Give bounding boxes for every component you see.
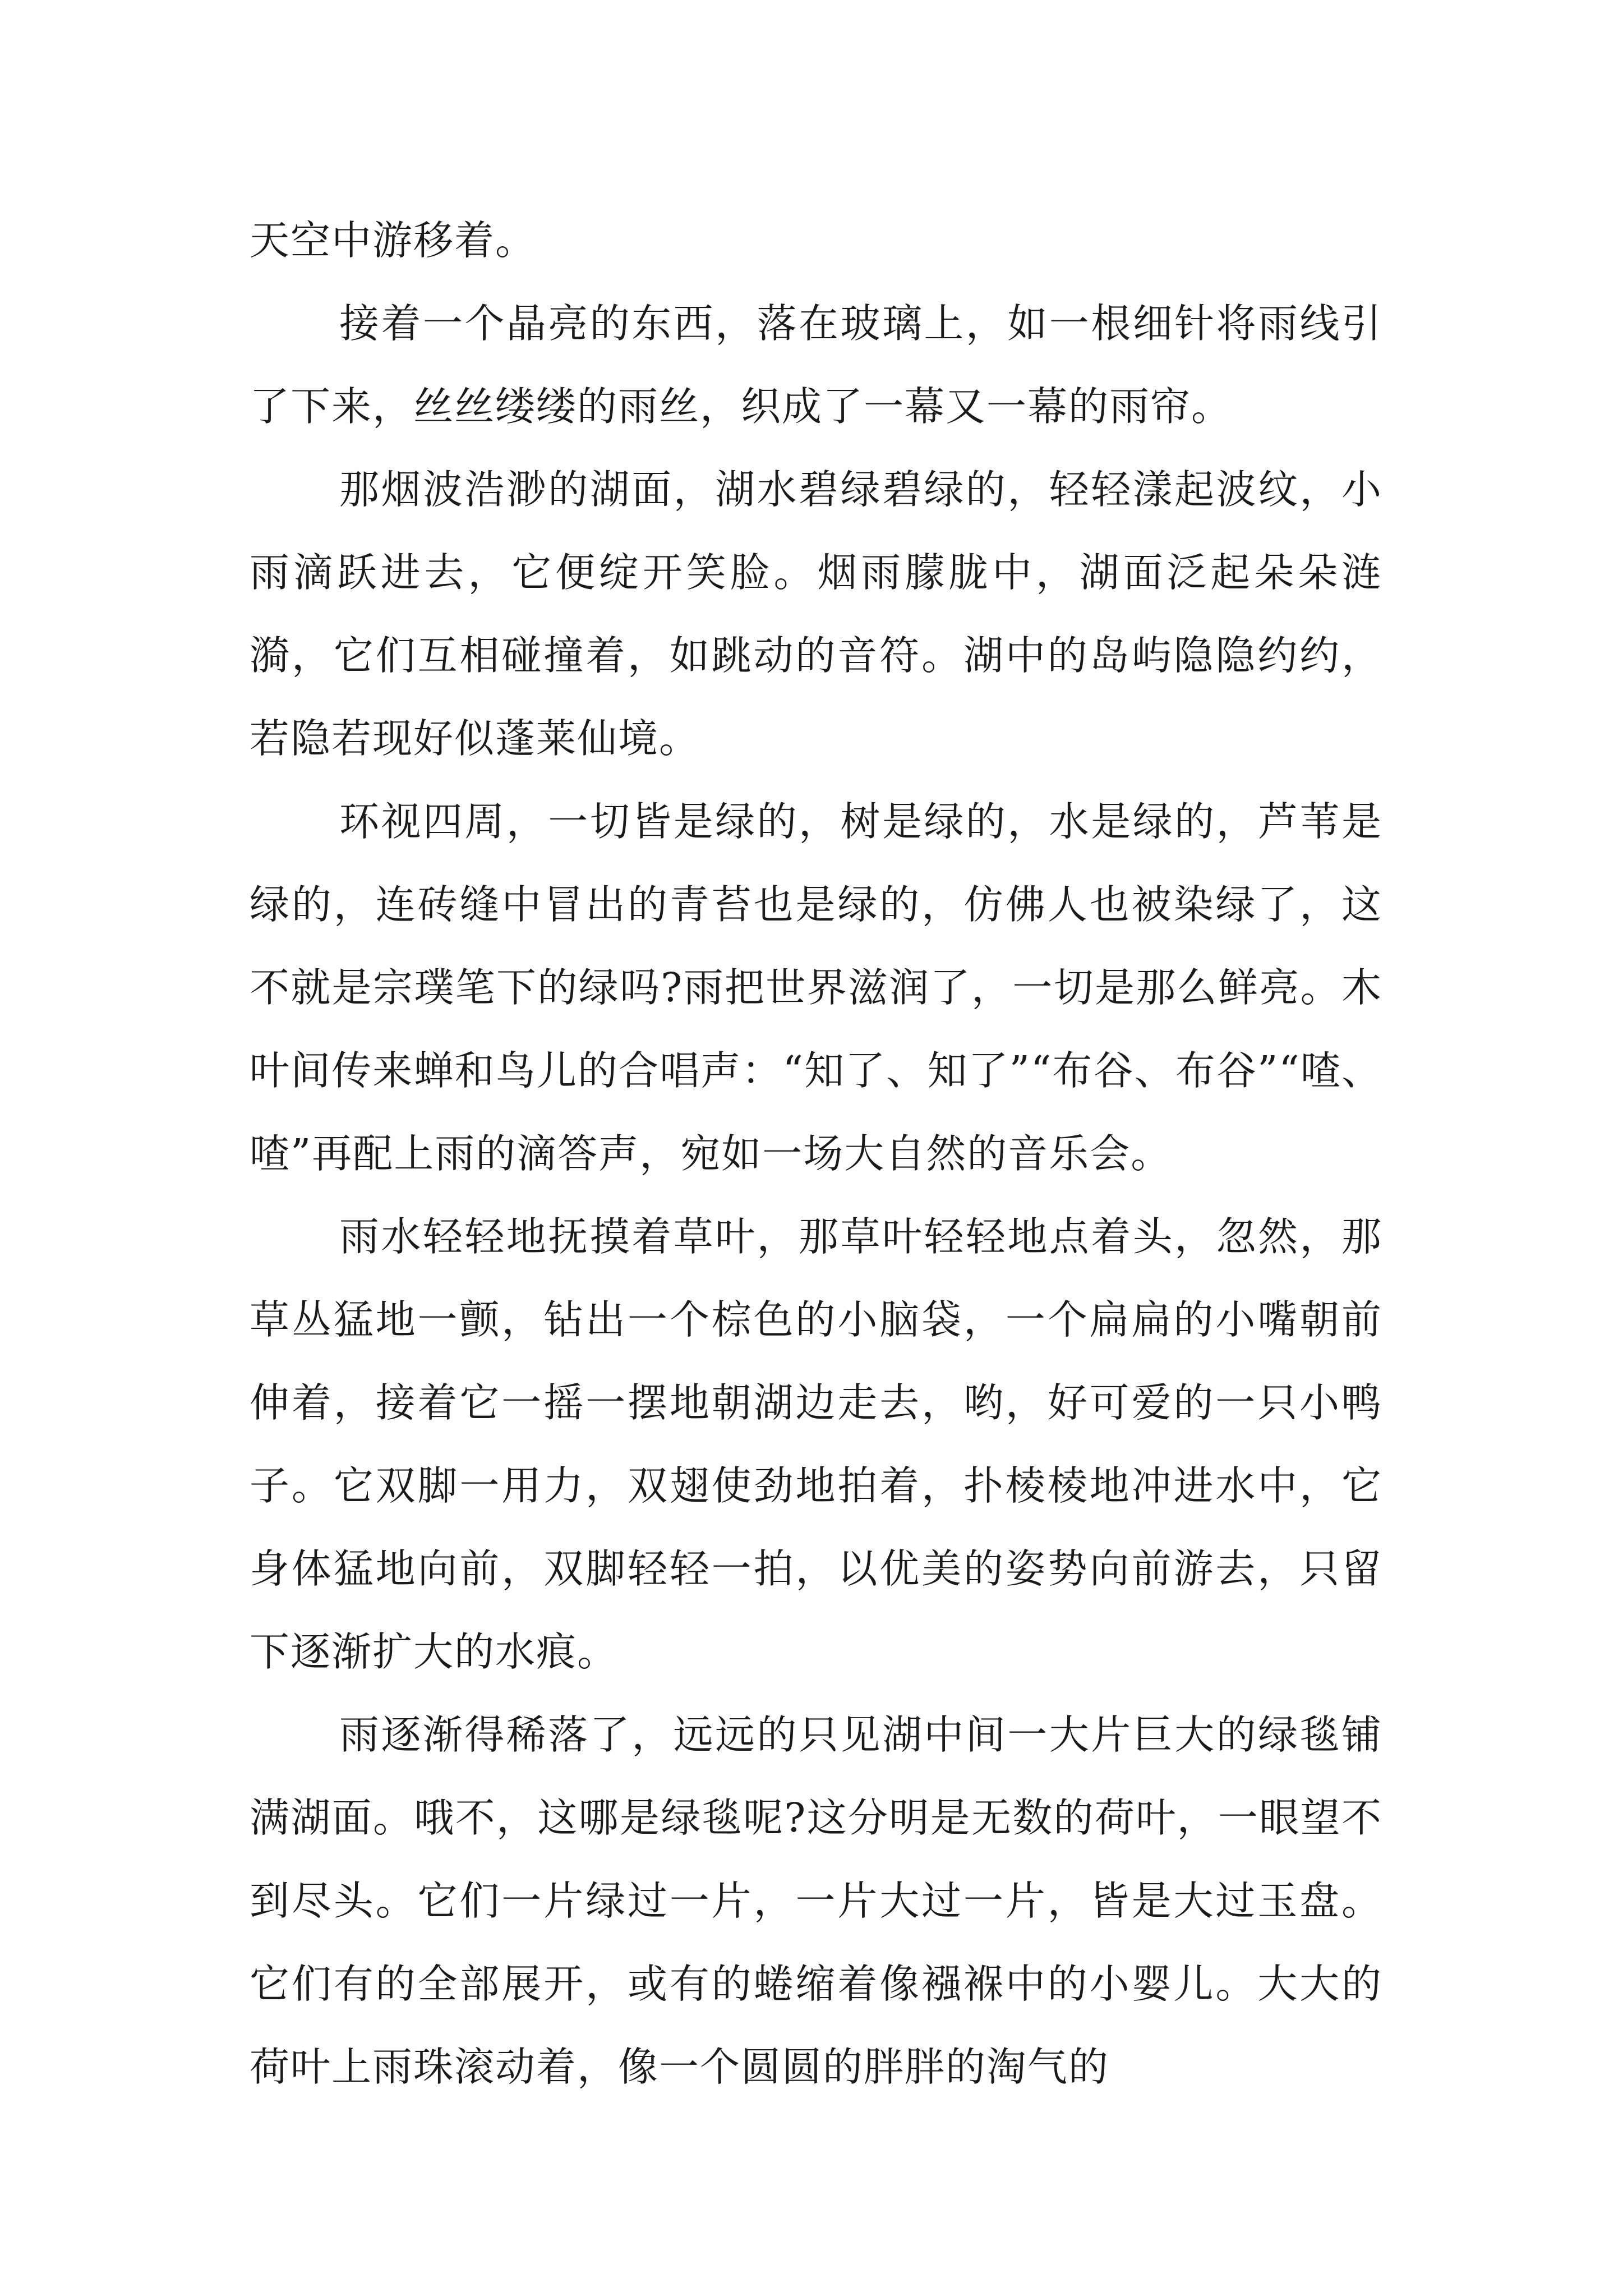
paragraph-6: 雨逐渐得稀落了，远远的只见湖中间一大片巨大的绿毯铺满湖面。哦不，这哪是绿毯呢?这分明是无数的荷叶，一眼望不到尽头。它们一片绿过一片，一片大过一片，皆是大过玉盘。它们有的全部展开，或有的蜷缩着像襁褓中的小婴儿。大大的荷叶上雨珠滚动着，像一个圆圆的胖胖的淘气的 bbox=[250, 1711, 1382, 2090]
paragraph-4: 环视四周，一切皆是绿的，树是绿的，水是绿的，芦苇是绿的，连砖缝中冒出的青苔也是绿的，仿佛人也被染绿了，这不就是宗璞笔下的绿吗?雨把世界滋润了，一切是那么鲜亮。木叶间传来蝉和鸟儿的合唱声：“知了、知了”“布谷、布谷”“喳、喳”再配上雨的滴答声，宛如一场大自然的音乐会。 bbox=[250, 798, 1382, 1177]
paragraph-5: 雨水轻轻地抚摸着草叶，那草叶轻轻地点着头，忽然，那草丛猛地一颤，钻出一个棕色的小脑袋，一个扁扁的小嘴朝前伸着，接着它一摇一摆地朝湖边走去，哟，好可爱的一只小鸭子。它双脚一用力，双翅使劲地拍着，扑棱棱地冲进水中，它身体猛地向前，双脚轻轻一拍，以优美的姿势向前游去，只留下逐渐扩大的水痕。 bbox=[250, 1213, 1382, 1675]
article-body bbox=[250, 199, 1382, 2109]
paragraph-2: 接着一个晶亮的东西，落在玻璃上，如一根细针将雨线引了下来，丝丝缕缕的雨丝，织成了一幕又一幕的雨帘。 bbox=[250, 300, 1382, 430]
paragraph-1: 天空中游移着。 bbox=[250, 217, 537, 264]
paragraph-3: 那烟波浩渺的湖面，湖水碧绿碧绿的，轻轻漾起波纹，小雨滴跃进去，它便绽开笑脸。烟雨朦胧中，湖面泛起朵朵涟漪，它们互相碰撞着，如跳动的音符。湖中的岛屿隐隐约约，若隐若现好似蓬莱仙境。 bbox=[250, 466, 1382, 762]
